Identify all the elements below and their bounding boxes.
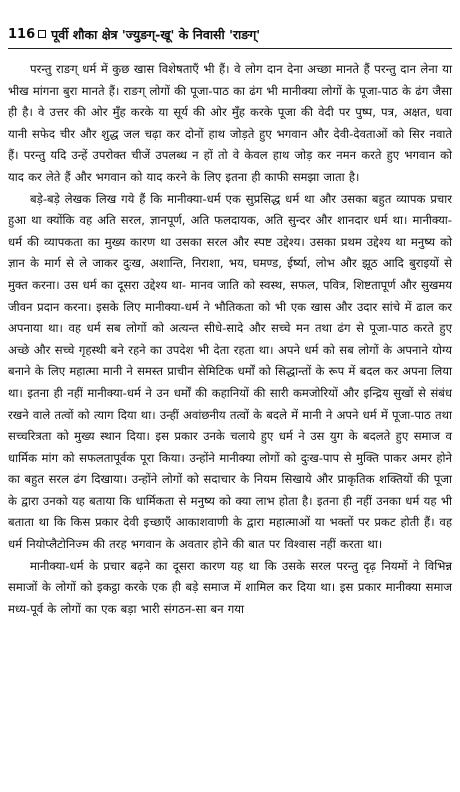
page-header (8, 22, 452, 46)
page-number: 116 (8, 26, 36, 42)
body-text (8, 59, 452, 620)
square-bullet-icon (38, 30, 46, 38)
header-divider (8, 48, 452, 49)
running-title: पूर्वी शौका क्षेत्र 'ज्युङग्-खू' के निवासी 'राङग्' (51, 26, 261, 42)
paragraph: मानीक्या-धर्म के प्रचार बढ़ने का दूसरा कारण यह था कि उसके सरल परन्तु दृढ़ नियमों ने विभिन्न समाजों के लोगों को इकट्ठा करके एक ही बड़े समाज में शामिल कर दिया था। इस प्रकार मानीक्या समाज मध्य-पूर्व के लोगों का एक बड़ा भारी संगठन-सा बन गया (8, 558, 452, 616)
paragraph: परन्तु राङग् धर्म में कुछ खास विशेषताएँ भी हैं। वे लोग दान देना अच्छा मानते हैं परन्तु दान लेना या भीख मांगना बुरा मानते हैं। राङग् लोगों की पूजा-पाठ का ढंग भी मानीक्या लोगों के पूजा-पाठ के ढंग जैसा ही है। वे उत्तर की ओर मुँह करके या सूर्य की ओर मुँह करके पूजा की वेदी पर पुष्प, पत्र, अक्षत, धवा यानी सफेद चीर और शुद्ध जल चढ़ा कर दोनों हाथ जोड़ते हुए भगवान और देवी-देवताओं को सिर नवाते हैं। परन्तु यदि उन्हें उपरोक्त चीजें उपलब्ध न हों तो वे केवल हाथ जोड़ कर नमन करते हुए भगवान को याद कर लेते हैं और भगवान को याद करने के लिए इतना ही काफी समझा जाता है। (8, 62, 452, 184)
paragraph: बड़े-बड़े लेखक लिख गये हैं कि मानीक्या-धर्म एक सुप्रसिद्ध धर्म था और उसका बहुत व्यापक प्रचार हुआ था क्योंकि वह अति सरल, ज्ञानपूर्ण, अति फलदायक, अति सुन्दर और शानदार धर्म था। मानीक्या-धर्म की व्यापकता का मुख्य कारण था उसका सरल और स्पष्ट उद्देश्य। उसका प्रथम उद्देश्य था मनुष्य को ज्ञान के मार्ग से ले जाकर दुःख, अशान्ति, निराशा, भय, घमण्ड, ईर्ष्या, लोभ और झूठ आदि बुराइयों से मुक्त करना। उस धर्म का दूसरा उद्देश्य था- मानव जाति को स्वस्थ, सफल, पवित्र, शिष्टतापूर्ण और सुखमय जीवन प्रदान करना। इसके लिए मानीक्या-धर्म ने भौतिकता को भी एक खास और उदार सांचे में ढाल कर अपनाया था। वह धर्म सब लोगों को अत्यन्त सीधे-सादे और सच्चे मन तथा ढंग से पूजा-पाठ करते हुए अच्छे और सच्चे गृहस्थी बने रहने का उपदेश भी देता रहता था। अपने धर्म को सब लोगों के अपनाने योग्य बनाने के लिए महात्मा मानी ने समस्त प्राचीन सेमिटिक धर्मों को सिद्धान्तों के रूप में बदल कर अपना लिया था। इतना ही नहीं मानीक्या-धर्म ने उन धर्मों की कहानियों की सारी कमजोरियों और इन्द्रिय सुखों से संबंध रखने वाले तत्वों को त्याग दिया था। उन्हीं अवांछनीय तत्वों के बदले में मानी ने अपने धर्म में पूजा-पाठ तथा सच्चरित्रता को मुख्य स्थान दिया। इस प्रकार उनके चलाये हुए धर्म ने उस युग के बदलते हुए समाज व धार्मिक मांग को सफलतापूर्वक पूरा किया। उन्होंने मानीक्या लोगों को दुःख-पाप से मुक्ति पाकर अमर होने का बहुत सरल ढंग दिखाया। उन्होंने लोगों को सदाचार के नियम सिखाये और प्राकृतिक शक्तियों की पूजा के द्वारा उनको यह बताया कि धार्मिकता से मनुष्य को क्या लाभ होता है। इतना ही नहीं उनका धर्म यह भी बताता था कि किस प्रकार देवी इच्छाएँ आकाशवाणी के द्वारा महात्माओं या भक्तों पर प्रकट होती हैं। वह धर्म नियोप्लैटोनिज्म की तरह भगवान के अवतार होने की बात पर विश्वास नहीं करता था। (8, 191, 452, 552)
